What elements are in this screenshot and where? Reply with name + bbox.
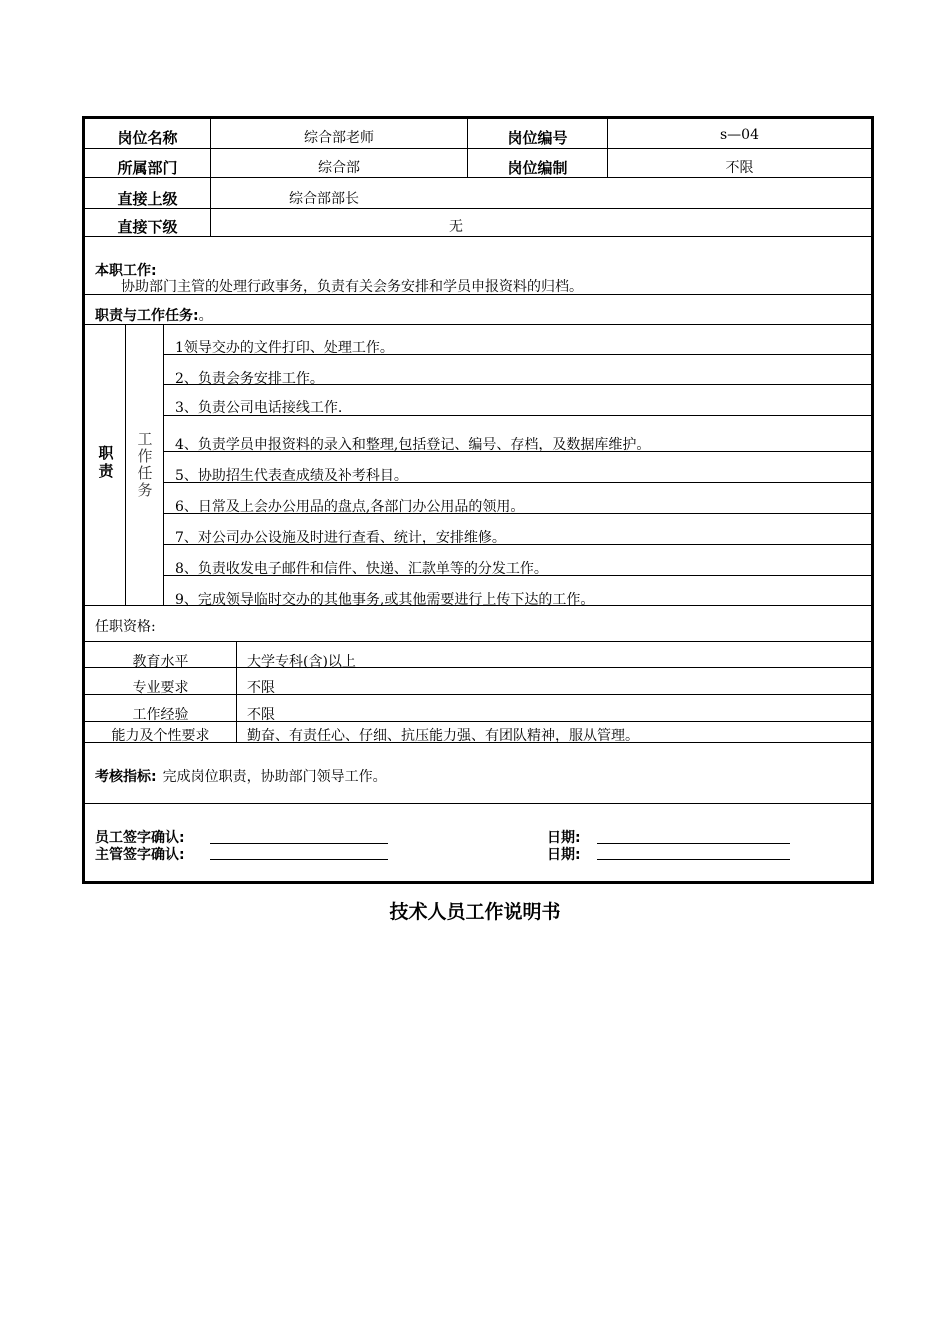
task-divider <box>164 384 871 385</box>
employee-signature-label: 员工签字确认: <box>95 830 185 846</box>
manager-date-line[interactable] <box>597 859 790 860</box>
task-item: 6、日常及上会办公用品的盘点,各部门办公用品的领用。 <box>175 499 525 515</box>
major-label: 专业要求 <box>132 680 189 696</box>
superior-label: 直接上级 <box>117 190 178 208</box>
headcount-label: 岗位编制 <box>507 159 568 177</box>
employee-signature-line[interactable] <box>210 843 388 844</box>
responsibilities-heading-text: 职责与工作任务: <box>95 308 199 324</box>
task-divider <box>164 415 871 416</box>
task-divider <box>164 575 871 576</box>
position-name-value: 综合部老师 <box>304 130 374 146</box>
row-divider <box>85 148 871 149</box>
ability-value: 勤奋、有责任心、仔细、抗压能力强、有团队精神，服从管理。 <box>247 728 639 744</box>
education-label: 教育水平 <box>132 654 189 670</box>
responsibilities-heading <box>95 305 213 325</box>
major-value: 不限 <box>247 680 275 696</box>
task-divider <box>164 482 871 483</box>
next-document-title: 技术人员工作说明书 <box>389 901 561 923</box>
experience-label: 工作经验 <box>132 707 189 723</box>
manager-signature-line[interactable] <box>210 859 388 860</box>
task-item: 3、负责公司电话接线工作. <box>175 400 343 416</box>
department-label: 所属部门 <box>117 159 178 177</box>
assessment-label: 考核指标: <box>95 769 157 785</box>
row-divider <box>85 721 871 722</box>
row-divider <box>85 742 871 743</box>
responsibilities-heading-suffix: 。 <box>198 308 213 324</box>
task-divider <box>164 354 871 355</box>
column-divider <box>125 324 126 605</box>
assessment-text: 完成岗位职责，协助部门领导工作。 <box>162 769 387 785</box>
task-divider <box>164 451 871 452</box>
task-item: 1领导交办的文件打印、处理工作。 <box>175 340 394 356</box>
position-code-label: 岗位编号 <box>507 129 568 147</box>
column-divider <box>163 324 164 605</box>
subordinate-value: 无 <box>449 219 463 235</box>
position-name-label: 岗位名称 <box>117 129 178 147</box>
row-divider <box>85 803 871 804</box>
position-code-value: s—04 <box>720 127 759 143</box>
qualifications-heading: 任职资格: <box>95 619 156 635</box>
row-divider <box>85 694 871 695</box>
row-divider <box>85 641 871 642</box>
experience-value: 不限 <box>247 707 275 723</box>
manager-signature-label: 主管签字确认: <box>95 847 185 863</box>
department-value: 综合部 <box>318 160 360 176</box>
main-duty-text: 协助部门主管的处理行政事务，负责有关会务安排和学员申报资料的归档。 <box>121 279 583 295</box>
task-item: 8、负责收发电子邮件和信件、快递、汇款单等的分发工作。 <box>175 561 548 577</box>
subordinate-label: 直接下级 <box>117 218 178 236</box>
date-label: 日期: <box>547 830 581 846</box>
ability-label: 能力及个性要求 <box>111 728 210 744</box>
task-item: 9、完成领导临时交办的其他事务,或其他需要进行上传下达的工作。 <box>175 592 595 608</box>
responsibilities-side-label: 职责 <box>98 444 114 480</box>
row-divider <box>85 667 871 668</box>
superior-value: 综合部部长 <box>289 191 359 207</box>
headcount-value: 不限 <box>725 160 754 176</box>
task-divider <box>164 513 871 514</box>
column-divider <box>236 641 237 742</box>
task-item: 2、负责会务安排工作。 <box>175 371 324 387</box>
job-description-form <box>82 116 874 884</box>
work-tasks-vertical-label: 工作任务 <box>137 430 153 499</box>
date-label: 日期: <box>547 847 581 863</box>
employee-date-line[interactable] <box>597 843 790 844</box>
task-item: 5、协助招生代表查成绩及补考科目。 <box>175 468 408 484</box>
task-item: 4、负责学员申报资料的录入和整理,包括登记、编号、存档，及数据库维护。 <box>175 437 651 453</box>
assessment-row <box>95 766 387 786</box>
task-item: 7、对公司办公设施及时进行查看、统计，安排维修。 <box>175 530 506 546</box>
row-divider <box>85 324 871 325</box>
task-divider <box>164 544 871 545</box>
row-divider <box>85 294 871 295</box>
education-value: 大学专科(含)以上 <box>247 654 356 670</box>
row-divider <box>85 605 871 606</box>
main-duty-label: 本职工作: <box>95 263 157 279</box>
